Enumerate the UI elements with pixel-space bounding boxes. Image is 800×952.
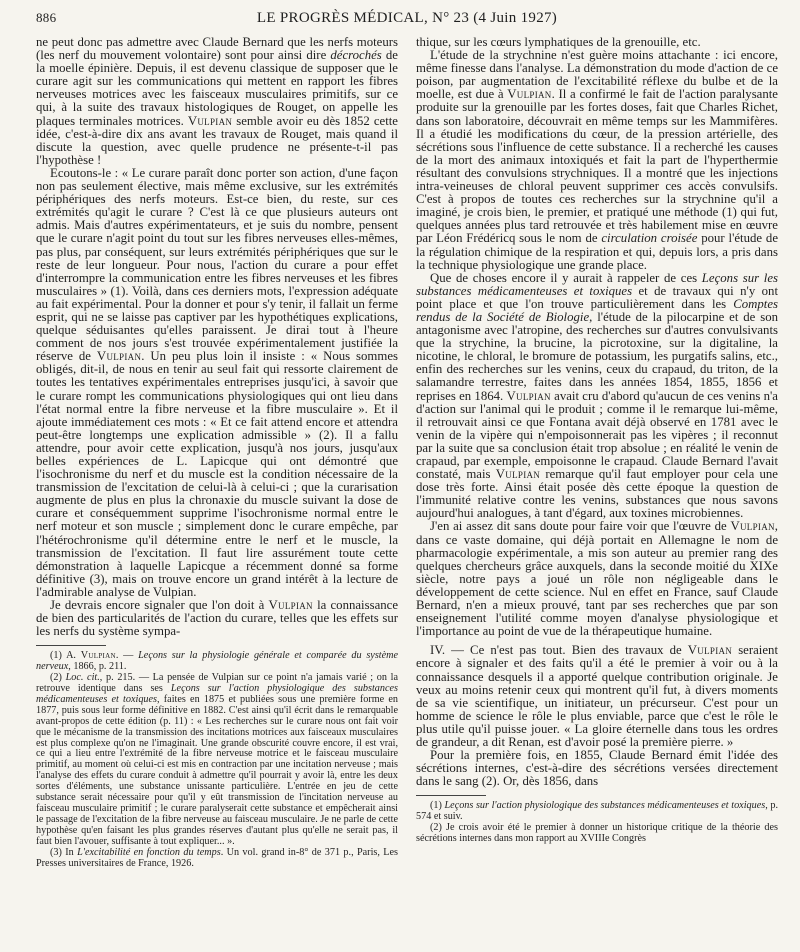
left-footnotes — [36, 651, 398, 869]
left-paragraph-2: Ecoutons-le : « Le curare paraît donc porter son action, d'une façon non pas seulement élective, mais même exclusive, sur les extrémités périphériques des nerfs moteurs. Est-ce bien, du reste, sur ces extrémités qu'agit le curare ? C'est là ce que plusieurs auteurs ont admis. Mais d'autres expérimentateurs, et je suis du nombre, pensent que le curare n'agit point du tout sur les fibres nerveuses elles-mêmes, pas plus, par conséquent, sur leurs extrémités périphériques que sur le reste de leur longueur. Pour nous, l'action du curare a pour effet d'interrompre la communication entre les fibres nerveuses et les fibres musculaires » (1). Voilà, dans ces derniers mots, l'expression adéquate au fait expérimental. Pour la donner et pour s'y tenir, il fallait un ferme esprit, qui ne se laisse pas captiver par les hypothétiques explications, quelque séduisantes qu'elles paraissent. Je dirai tout à l'heure comment de nos jours s'est trouvée expérimentalement justifiée la réserve de Vulpian. Un peu plus loin il insiste : « Nous sommes obligés, dit-il, de nous en tenir au seul fait qui ressorte clairement de toutes les tentatives expérimentales entreprises jusqu'ici, à savoir que le curare rompt les communications physiologiques qui ont lieu dans l'état normal entre la fibre nerveuse et la fibre musculaire ». Et il ajoute immédiatement ces mots : « Et ce fait attend encore et attendra peut-être longtemps une explication admissible » (2). Il a fallu attendre, pour avoir cette explication, jusqu'à nos jours, jusqu'aux belles expériences de L. Lapicque qui ont démontré que l'isochronisme du nerf et du muscle est la condition nécessaire de la transmission de l'excitation de celui-là à celui-ci ; que la curarisation augmente de plus en plus la chronaxie du muscle suivant la dose de curare et conséquemment supprime l'isochronisme normal entre le nerf moteur et son muscle ; simplement donc le curare empêche, par l'hétérochronisme qu'il détermine entre le nerf et le muscle, la transmission de l'excitation. Il faut lire assurément toute cette démonstration à laquelle Lapicque a récemment donné sa forme définitive (3), mais on trouve encore un grand intérêt à la lecture de l'admirable analyse de Vulpian. — [36, 165, 398, 599]
footnote-2: (2) Je crois avoir été le premier à donner un historique critique de la théorie des sécrétions internes dans mon rapport au XVIIIe Congrès — [416, 822, 778, 845]
right-footnotes — [416, 801, 778, 845]
running-header — [36, 10, 778, 34]
right-paragraph-4: J'en ai assez dit sans doute pour faire voir que l'œuvre de Vulpian, dans ce vaste domaine, qui déjà portait en Allemagne le nom de pharmacologie expérimentale, a mis son auteur au premier rang des quelques chercheurs grâce auxquels, dans la seconde moitié du XIXe siècle, notre pays a joué un rôle non négligeable dans le développement de cette science. Nul en effet en France, sauf Claude Bernard, n'en a mieux prouvé, tant par ses recherches que par son enseignement l'utilité comme moyen d'analyse physiologique et l'importance au point de vue de la thérapeutique humaine. — [416, 519, 778, 639]
right-paragraph-2: L'étude de la strychnine n'est guère moins attachante : ici encore, même finesse dans l'analyse. La démonstration du mode d'action de ce poison, par augmentation de l'excitabilité réflexe du bulbe et de la moelle, est due à Vulpian. Il a confirmé le fait de l'action paralysante produite sur la grenouille par les fortes doses, fait que Charles Richet, dans son laboratoire, découvrait en même temps sur les Mammifères. Il a étudié les modifications du cœur, de la pression artérielle, des sécrétions sous l'influence de cette substance. Il a recherché les causes de la mort des animaux intoxiqués et fait la part de l'hyperthermie résultant des convulsions strychniques. Il a montré que les injections intra-veineuses de chloral peuvent supprimer ces accès convulsifs. C'est à propos de toutes ces recherches sur la strychnine qu'il a imaginé, je crois bien, le premier, et pratiqué une méthode (1) qui fut, quelques années plus tard retrouvée et très habilement mise en œuvre par Léon Frédéricq sous le nom de circulation croisée pour l'étude de la régulation chimique de la respiration et qui, depuis lors, a pris dans la technique physiologique une grande place. — [416, 48, 779, 272]
footnote-divider — [36, 645, 106, 646]
left-paragraph-1: ne peut donc pas admettre avec Claude Bernard que les nerfs moteurs (les nerf du mouvement volontaire) sont pour ainsi dire décrochés de la moelle épinière. Depuis, il est devenu classique de supposer que le curare agit sur les communications qui mettent en rapport les fibres nerveuses motrices avec les faisceaux musculaires primitifs, sur ce qui, à la suite des travaux histologiques de Rouget, on appelle les plaques terminales motrices. Vulpian semble avoir eu dès 1852 cette idée, c'est-à-dire dix ans avant les travaux de Rouget, mais quand il discute la question, avec quelle prudence ne présente-t-il pas l'hypothèse ! — [36, 35, 398, 167]
right-column — [416, 36, 778, 869]
left-paragraph-3: Je devrais encore signaler que l'on doit à Vulpian la connaissance de bien des particularités de l'action du curare, telles que les effets sur les nerfs du système sympa- — [36, 598, 399, 639]
right-paragraph-3: Que de choses encore il y aurait à rappeler de ces Leçons sur les substances médicamenteuses et toxiques et de travaux qui n'y ont point place et que l'on trouve particulièrement dans les Comptes rendus de la Société de Biologie, l'étude de la pilocarpine et de son antagonisme avec l'atropine, des recherches sur d'autres convulsivants que la strychine, la brucine, la picrotoxine, sur la digitaline, la nicotine, le chloral, le bromure de potassium, les purgatifs salins, etc., enfin des recherches sur les venins, ceux du crapaud, du triton, de la salamandre terrestre, faites dans les années 1854, 1855, 1856 et reprises en 1864. Vulpian avait cru d'abord qu'aucun de ces venins n'a d'action sur l'animal qui le produit ; comme il le remarque lui-même, il retrouvait ainsi ce que Fontana avait déjà observé en 1781 avec le venin de la vipère qui n'empoisonnerait pas les vipères ; il reconnut par la suite que sa conclusion était trop absolue ; en réalité le venin de crapaud, par exemple, empoisonne le crapaud. Claude Bernard l'avait constaté, mais Vulpian remarque qu'il faut employer pour cela une dose très forte. Ainsi était posée dès cette époque la question de l'immunité relative contre les venins, substances que nous savons aujourd'hui analogues, à tant d'égard, aux toxines microbiennes. — [416, 270, 778, 521]
footnote-divider — [416, 795, 486, 796]
footnote-1: (1) Leçons sur l'action physiologique des substances médicamenteuses et toxiques, p. 574 et suiv. — [416, 800, 778, 823]
left-column — [36, 36, 398, 869]
page-number: 886 — [36, 10, 57, 25]
two-column-body — [36, 36, 778, 869]
footnote-2: (2) Loc. cit., p. 215. — La pensée de Vulpian sur ce point n'a jamais varié ; on la retrouve identique dans ses Leçons sur l'action physiologique des substances médicamenteuses et toxiques, faites en 1875 et publiées sous une première forme en 1877, puis sous leur forme définitive en 1882. C'est ainsi qu'il écrit dans le remarquable avant-propos de cette édition (p. 11) : « Les recherches sur le curare nous ont fait voir que le mécanisme de la transmission des incitations motrices aux faisceaux musculaires est plus complexe qu'on ne l'imaginait. Une grande obscurité couvre encore, il est vrai, ce qui a lieu entre l'extrémité de la fibre nerveuse motrice et le faisceau musculaire primitif, au moment où celui-ci est mis en contraction par une incitation nerveuse ; mais l'analyse des effets du curare conduit à admettre qu'il pourrait y avoir là, entre les deux sortes d'éléments, une substance unissante particulière. L'entrée en jeu de cette substance serait nécessaire pour qu'il y eût transmission de l'incitation nerveuse au faisceau musculaire primitif ; le curare paralyserait cette substance et empêcherait ainsi le passage de l'excitation de la fibre nerveuse au faisceau musculaire. Je ne parle de cette hypothèse qu'en faisant les plus grandes réserves d'autant plus qu'elle ne serait pas, il faut bien l'avouer, suffisante à tout expliquer... ». — [36, 672, 399, 847]
right-paragraph-5: IV. — Ce n'est pas tout. Bien des travaux de Vulpian seraient encore à signaler et des faits qu'il a été le premier à voir ou à la connaissance desquels il a apporté quelque contribution originale. Je veux au moins retenir ceux qui montrent qu'il fut, à divers moments de sa vie scientifique, un initiateur, un précurseur. C'est pour un homme de science le rôle le plus enviable, parce que c'est le rôle le plus utile qu'il puisse jouer. « La gloire éternelle dans tous les ordres de grandeur, a dit Renan, est d'avoir posé la première pierre. » — [416, 643, 778, 749]
footnote-1: (1) A. Vulpian. — Leçons sur la physiologie générale et comparée du système nerveux, 1866, p. 211. — [36, 650, 399, 673]
footnote-3: (3) In L'excitabilité en fonction du temps. Un vol. grand in-8° de 371 p., Paris, Les Presses universitaires de France, 1926. — [36, 846, 399, 869]
right-paragraph-1: thique, sur les cœurs lymphatiques de la grenouille, etc. — [416, 35, 701, 49]
right-paragraph-6: Pour la première fois, en 1855, Claude Bernard émit l'idée des sécrétions internes, c'est-à-dire des sécrétions versées directement dans le sang (2). Or, dès 1856, dans — [416, 748, 778, 789]
journal-title: LE PROGRÈS MÉDICAL, N° 23 (4 Juin 1927) — [256, 10, 558, 26]
